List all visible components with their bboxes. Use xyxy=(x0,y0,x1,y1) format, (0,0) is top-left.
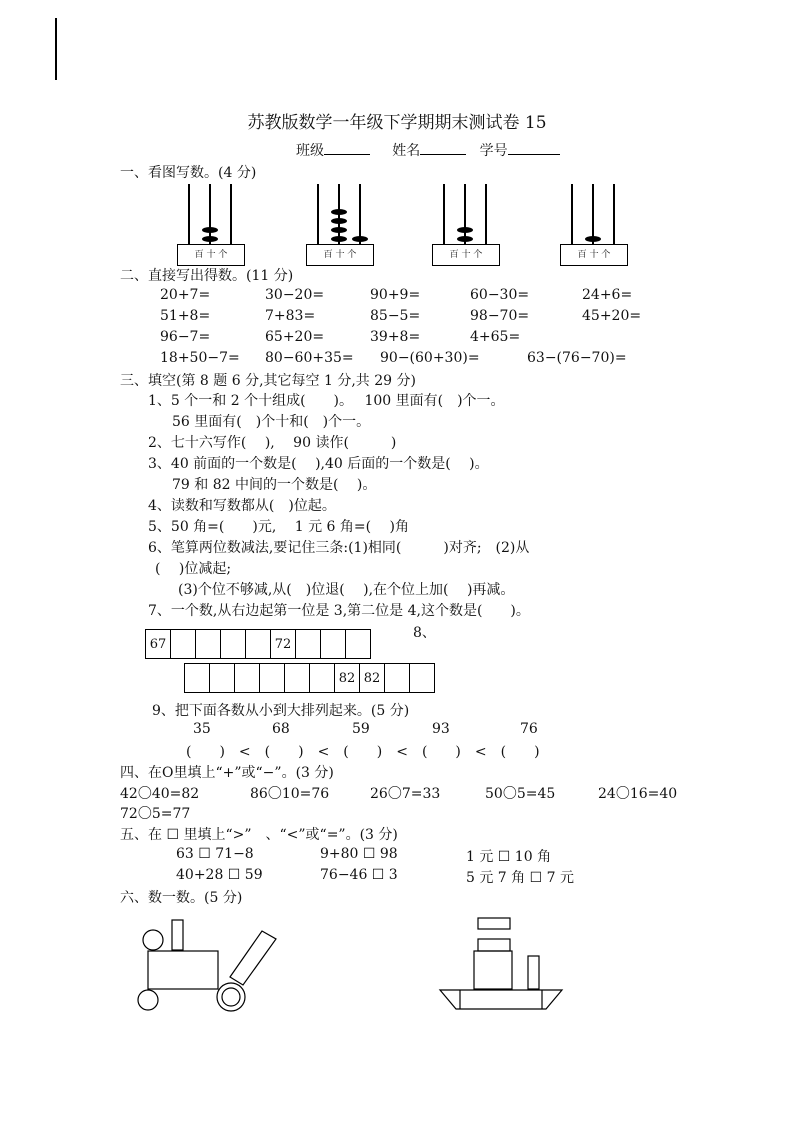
abacus-rod xyxy=(188,184,190,246)
calc-item[interactable]: 51+8= xyxy=(160,308,211,324)
abacus-bead xyxy=(585,236,601,242)
calc-item[interactable]: 80−60+35= xyxy=(265,350,354,366)
compare-item[interactable]: 9+80 ☐ 98 xyxy=(320,846,398,862)
binding-margin-line xyxy=(55,18,57,80)
q1-line-b: 56 里面有( )个十和( )个一。 xyxy=(172,414,371,430)
calc-item[interactable]: 20+7= xyxy=(160,287,211,303)
q9-number: 76 xyxy=(520,721,538,737)
abacus-rod xyxy=(230,184,232,246)
section6-heading: 六、数一数。(5 分) xyxy=(120,890,243,906)
number-cell[interactable] xyxy=(234,663,260,693)
number-cell[interactable] xyxy=(220,629,246,659)
number-cell[interactable] xyxy=(170,629,196,659)
q6-line-b: ( )位减起; xyxy=(155,561,232,577)
calc-item[interactable]: 45+20= xyxy=(582,308,642,324)
q9-blanks[interactable]: ( ) < ( ) < ( ) < ( ) < ( ) xyxy=(186,744,540,760)
name-label: 姓名 xyxy=(392,143,421,159)
abacus-base-label: 百 十 个 xyxy=(177,244,245,266)
abacus-rod xyxy=(443,184,445,246)
abacus-bead xyxy=(457,227,473,233)
tractor-front-hub xyxy=(222,988,240,1006)
class-blank[interactable] xyxy=(324,140,370,155)
q6-line-a: 6、笔算两位数减法,要记住三条:(1)相同( )对齐; (2)从 xyxy=(148,540,530,556)
section4-last-item[interactable]: 72〇5=77 xyxy=(120,806,191,822)
compare-item[interactable]: 63 ☐ 71−8 xyxy=(176,846,254,862)
number-cell[interactable] xyxy=(384,663,410,693)
class-label: 班级 xyxy=(296,143,324,159)
calc-item[interactable]: 96−7= xyxy=(160,329,211,345)
tractor-body xyxy=(148,951,218,989)
tractor-figure xyxy=(130,915,290,1015)
student-info-line xyxy=(296,140,560,160)
q9-number: 59 xyxy=(352,721,370,737)
section4-heading: 四、在O里填上“+”或“−”。(3 分) xyxy=(120,765,334,781)
q5-line: 5、50 角=( )元, 1 元 6 角=( )角 xyxy=(148,519,409,535)
name-blank[interactable] xyxy=(420,140,466,155)
boat-figure xyxy=(438,913,568,1013)
id-label: 学号 xyxy=(479,143,508,159)
abacus-rod xyxy=(317,184,319,246)
section2-heading: 二、直接写出得数。(11 分) xyxy=(120,268,294,284)
abacus-bead xyxy=(202,227,218,233)
abacus-bead xyxy=(352,236,368,242)
number-cell: 82 xyxy=(359,663,385,693)
abacus-bead xyxy=(331,227,347,233)
number-cell[interactable] xyxy=(184,663,210,693)
number-cell: 67 xyxy=(145,629,171,659)
boat-hull xyxy=(440,990,562,1009)
abacus-rod xyxy=(613,184,615,246)
number-cell[interactable] xyxy=(259,663,285,693)
number-cell[interactable] xyxy=(345,629,371,659)
calc-item[interactable]: 4+65= xyxy=(470,329,521,345)
tractor-rear-wheel xyxy=(138,990,158,1010)
section1-heading: 一、看图写数。(4 分) xyxy=(120,165,257,181)
compare-item[interactable]: 1 元 ☐ 10 角 xyxy=(466,849,552,865)
calc-item[interactable]: 98−70= xyxy=(470,308,530,324)
q8-label: 8、 xyxy=(413,625,436,641)
abacus-1 xyxy=(177,184,247,268)
calc-item[interactable]: 90+9= xyxy=(370,287,421,303)
calc-item[interactable]: 7+83= xyxy=(265,308,316,324)
abacus-rod xyxy=(571,184,573,246)
abacus-base-label: 百 十 个 xyxy=(306,244,374,266)
boat-cabin xyxy=(474,951,512,989)
abacus-base-label: 百 十 个 xyxy=(432,244,500,266)
number-cell[interactable] xyxy=(195,629,221,659)
abacus-bead xyxy=(331,236,347,242)
id-blank[interactable] xyxy=(508,140,560,155)
abacus-bead xyxy=(331,209,347,215)
q9-number: 68 xyxy=(272,721,290,737)
calc-item[interactable]: 63−(76−70)= xyxy=(527,350,627,366)
sign-fill-item[interactable]: 26〇7=33 xyxy=(370,786,441,802)
number-cell[interactable] xyxy=(409,663,435,693)
compare-item[interactable]: 40+28 ☐ 59 xyxy=(176,867,263,883)
compare-item[interactable]: 5 元 7 角 ☐ 7 元 xyxy=(466,870,574,886)
q6-line-c: (3)个位不够减,从( )位退( ),在个位上加( )再减。 xyxy=(178,582,515,598)
section3-heading: 三、填空(第 8 题 6 分,其它每空 1 分,共 29 分) xyxy=(120,373,416,389)
abacus-4 xyxy=(560,184,630,268)
q8-number-row-2 xyxy=(185,663,435,693)
q3-line-b: 79 和 82 中间的一个数是( )。 xyxy=(172,477,377,493)
tractor-arm xyxy=(230,931,276,985)
q8-number-row-1 xyxy=(146,629,371,659)
number-cell[interactable] xyxy=(245,629,271,659)
page-title: 苏教版数学一年级下学期期末测试卷 15 xyxy=(247,113,547,133)
boat-cabin-top xyxy=(478,939,510,951)
q3-line-a: 3、40 前面的一个数是( ),40 后面的一个数是( )。 xyxy=(148,456,489,472)
q4-line: 4、读数和写数都从( )位起。 xyxy=(148,498,336,514)
q1-line-a: 1、5 个一和 2 个十组成( )。 100 里面有( )个一。 xyxy=(148,393,505,409)
number-cell[interactable] xyxy=(320,629,346,659)
tractor-front-wheel xyxy=(217,983,245,1011)
q9-number: 93 xyxy=(432,721,450,737)
number-cell: 72 xyxy=(270,629,296,659)
abacus-2 xyxy=(306,184,376,268)
number-cell[interactable] xyxy=(209,663,235,693)
sign-fill-item[interactable]: 42〇40=82 xyxy=(120,786,200,802)
calc-item[interactable]: 30−20= xyxy=(265,287,325,303)
number-cell[interactable] xyxy=(284,663,310,693)
abacus-3 xyxy=(432,184,502,268)
calc-item[interactable]: 24+6= xyxy=(582,287,633,303)
abacus-bead xyxy=(202,236,218,242)
tractor-small-circle xyxy=(143,930,163,950)
q9-heading: 9、把下面各数从小到大排列起来。(5 分) xyxy=(152,703,410,719)
number-cell: 82 xyxy=(334,663,360,693)
abacus-bead xyxy=(331,218,347,224)
tractor-chimney xyxy=(172,920,183,950)
abacus-bead xyxy=(457,236,473,242)
number-cell[interactable] xyxy=(309,663,335,693)
calc-item[interactable]: 65+20= xyxy=(265,329,325,345)
boat-mast xyxy=(528,956,539,989)
sign-fill-item[interactable]: 24〇16=40 xyxy=(598,786,678,802)
calc-item[interactable]: 39+8= xyxy=(370,329,421,345)
abacus-base-label: 百 十 个 xyxy=(560,244,628,266)
q2-line: 2、七十六写作( ), 90 读作( ) xyxy=(148,435,397,451)
boat-top-bar xyxy=(478,918,510,929)
abacus-rod xyxy=(485,184,487,246)
q9-number: 35 xyxy=(193,721,211,737)
calc-item[interactable]: 18+50−7= xyxy=(160,350,240,366)
q7-line: 7、一个数,从右边起第一位是 3,第二位是 4,这个数是( )。 xyxy=(148,603,530,619)
sign-fill-item[interactable]: 86〇10=76 xyxy=(250,786,330,802)
number-cell[interactable] xyxy=(295,629,321,659)
compare-item[interactable]: 76−46 ☐ 3 xyxy=(320,867,398,883)
calc-item[interactable]: 90−(60+30)= xyxy=(380,350,480,366)
sign-fill-item[interactable]: 50〇5=45 xyxy=(485,786,556,802)
section5-heading: 五、在 ☐ 里填上“>” 、“<”或“=”。(3 分) xyxy=(120,827,398,843)
calc-item[interactable]: 85−5= xyxy=(370,308,421,324)
calc-item[interactable]: 60−30= xyxy=(470,287,530,303)
